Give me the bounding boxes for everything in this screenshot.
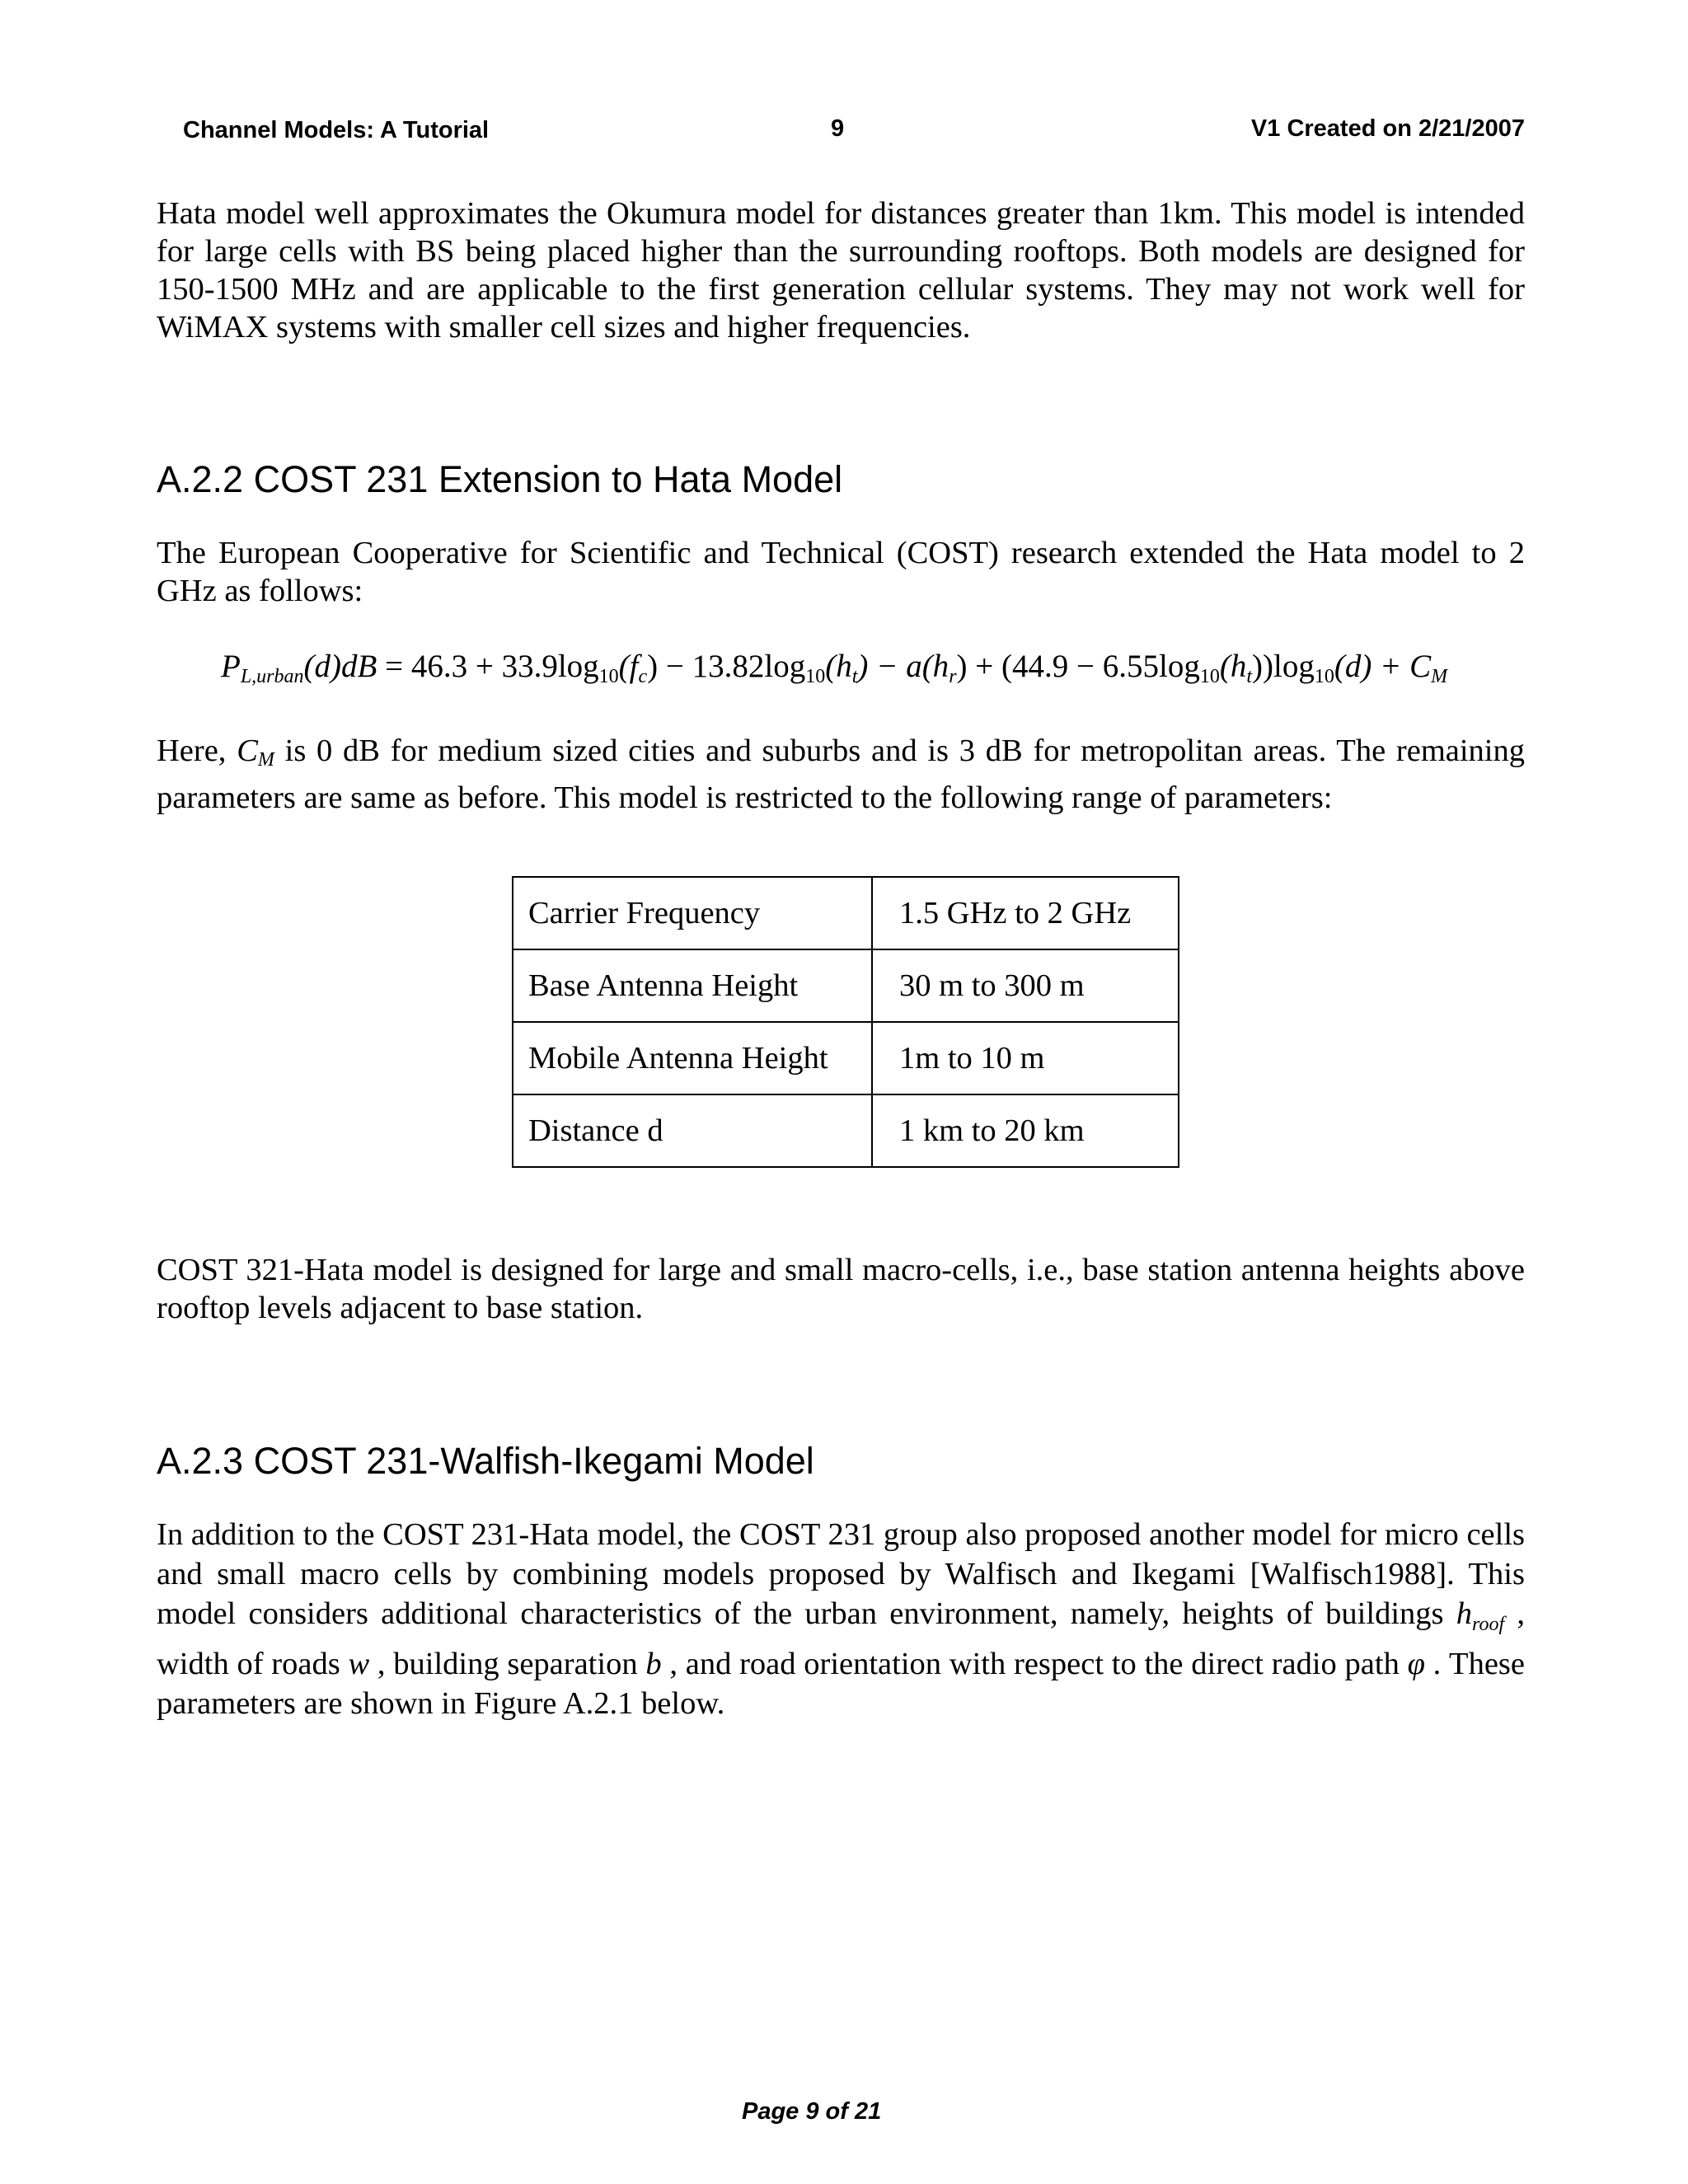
parameter-range-table — [512, 876, 1179, 1168]
table-cell-param: Base Antenna Height — [513, 949, 872, 1022]
header-title: Channel Models: A Tutorial — [183, 117, 490, 143]
table-cell-param: Distance d — [513, 1094, 872, 1167]
section-heading-cost231-hata: A.2.2 COST 231 Extension to Hata Model — [157, 458, 843, 500]
table-row — [513, 949, 1179, 1022]
table-cell-range: 30 m to 300 m — [872, 949, 1179, 1022]
header-page-number: 9 — [831, 115, 845, 142]
table-cell-param: Carrier Frequency — [513, 877, 872, 949]
paragraph-cm-explanation: Here, $C_M$ is 0 dB for medium sized cities and suburbs and is 3 dB for metropolitan areas. The remaining parameters are same as before. This model is restricted to the following range of parameters: — [157, 733, 1525, 815]
table-cell-range: 1 km to 20 km — [872, 1094, 1179, 1167]
table-cell-range: 1.5 GHz to 2 GHz — [872, 877, 1179, 949]
paragraph-cost321-description: COST 321-Hata model is designed for large and small macro-cells, i.e., base station antenna heights above rooftop levels adjacent to base station. — [157, 1253, 1525, 1325]
table-row — [513, 877, 1179, 949]
paragraph-cost-intro: The European Cooperative for Scientific and Technical (COST) research extended the Hata model to 2 GHz as follows: — [157, 536, 1525, 608]
equation-path-loss: $P_{L,urban}(d)dB = 46.3 + 33.9\log_{10}(f_c) - 13.82\log_{10}(h_t) - a(h_r) + (44.9 - 6.55\log_{10}(h_t))\log_{10}(d) + C_M$ — [221, 649, 1448, 687]
paragraph-hata-intro: Hata model well approximates the Okumura model for distances greater than 1km. This model is intended for large cells with BS being placed higher than the surrounding rooftops. Both models are designed for 150-1500 MHz and are applicable to the first generation cellular systems. They may not work well for WiMAX systems with smaller cell sizes and higher frequencies. — [157, 196, 1525, 344]
table-row — [513, 1022, 1179, 1094]
table-cell-param: Mobile Antenna Height — [513, 1022, 872, 1094]
table-row — [513, 1094, 1179, 1167]
header-version: V1 Created on 2/21/2007 — [1250, 115, 1525, 142]
footer-page-count: Page 9 of 21 — [742, 2098, 882, 2125]
table-cell-range: 1m to 10 m — [872, 1022, 1179, 1094]
section-heading-walfish-ikegami: A.2.3 COST 231-Walfish-Ikegami Model — [157, 1440, 814, 1482]
paragraph-walfish-ikegami: In addition to the COST 231-Hata model, the COST 231 group also proposed another model for micro cells and small macro cells by combining models proposed by Walfisch and Ikegami [Walfisch1988]. This model considers additional characteristics of the urban environment, namely, heights of buildings $h_{roof}$ , width of roads w , building separation b , and road orientation with respect to the direct radio path φ . These parameters are shown in Figure A.2.1 below. — [157, 1517, 1525, 1721]
